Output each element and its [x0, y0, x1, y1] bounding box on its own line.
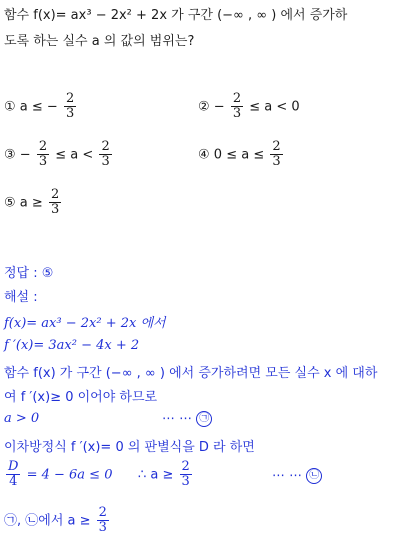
- choice-3: [4, 140, 114, 170]
- question-line-2: 도록 하는 실수 a 의 값의 범위는?: [4, 34, 195, 49]
- explanation-line-5-ref: ⋯ ⋯ ㉠: [162, 411, 212, 427]
- fraction: $\frac{2}{3}$: [98, 505, 107, 536]
- fraction: $\frac{2}{3}$: [181, 459, 190, 490]
- fraction: $\frac{2}{3}$: [38, 139, 48, 170]
- choice-1: [4, 92, 78, 122]
- choice-5: [4, 188, 63, 218]
- explanation-line-4: 여 f ′(x)≥ 0 이어야 하므로: [4, 390, 158, 405]
- choice-text: −: [213, 99, 225, 115]
- choice-number: ②: [198, 99, 210, 115]
- choice-number: ③: [4, 147, 16, 163]
- choice-text: 0 ≤ a ≤: [213, 147, 265, 163]
- choice-text: −: [19, 147, 31, 163]
- explanation-line-6: 이차방정식 f ′(x)= 0 의 판별식을 D 라 하면: [4, 440, 255, 455]
- fraction: $\frac{2}{3}$: [50, 187, 60, 218]
- explanation-line-7: $\frac{D}{4}$ = 4 − 6a ≤ 0: [8, 459, 113, 490]
- mark-giyeok: ㉠: [196, 411, 212, 427]
- explanation-line-5: a > 0: [4, 411, 40, 426]
- question-line-1: 함수 f(x)= ax³ − 2x² + 2x 가 구간 (−∞ , ∞ ) 에서 증가하: [4, 8, 348, 23]
- answer-label: 정답 : ⑤: [4, 266, 54, 281]
- choice-text: ≤ a < 0: [249, 99, 300, 115]
- fraction: $\frac{2}{3}$: [101, 139, 110, 170]
- choice-text: a ≥: [19, 195, 43, 211]
- fraction: $\frac{2}{3}$: [232, 91, 242, 122]
- choice-number: ④: [198, 147, 210, 163]
- choice-4: [198, 140, 285, 170]
- choice-number: ①: [4, 99, 16, 115]
- fraction: $\frac{2}{3}$: [272, 139, 281, 170]
- fraction-d-over-4: $\frac{D}{4}$: [8, 459, 19, 490]
- explanation-line-1: f(x)= ax³ − 2x² + 2x 에서: [4, 316, 166, 331]
- explanation-label: 해설 :: [4, 290, 38, 305]
- choice-number: ⑤: [4, 195, 16, 211]
- mark-nieun: ㉡: [306, 468, 322, 484]
- explanation-line-7-ref: ⋯ ⋯ ㉡: [272, 468, 322, 484]
- choice-2: [198, 92, 300, 122]
- explanation-line-7-conclusion: ∴ a ≥ $\frac{2}{3}$: [138, 459, 190, 490]
- explanation-line-8: ㉠, ㉡에서 a ≥ $\frac{2}{3}$: [4, 505, 107, 536]
- explanation-line-3: 함수 f(x) 가 구간 (−∞ , ∞ ) 에서 증가하려면 모든 실수 x 에 대하: [4, 366, 378, 381]
- choice-text: a ≤ −: [19, 99, 58, 115]
- explanation-line-2: f ′(x)= 3ax² − 4x + 2: [4, 338, 140, 353]
- choice-text: ≤ a <: [55, 147, 94, 163]
- fraction: $\frac{2}{3}$: [65, 91, 75, 122]
